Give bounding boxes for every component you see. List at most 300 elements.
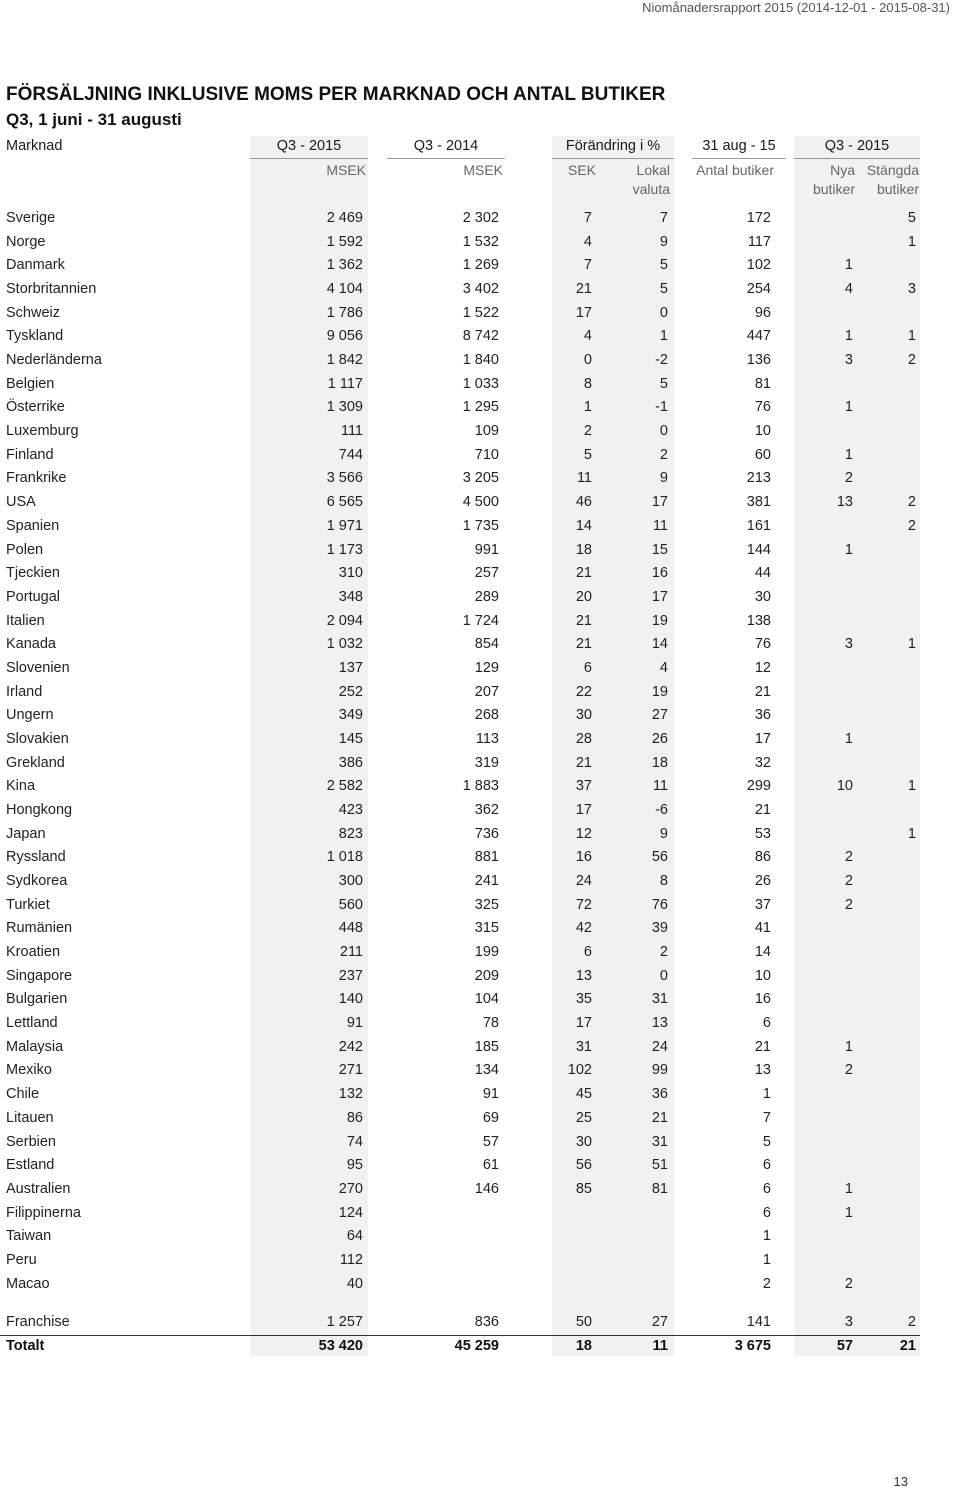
change-local-cell: 9 (659, 826, 668, 842)
change-sek-cell: 56 (575, 1157, 592, 1173)
closed-stores-cell (858, 303, 916, 323)
new-stores-cell (794, 682, 853, 702)
header-underline (250, 158, 368, 159)
store-count-cell: 1 (762, 1228, 771, 1244)
store-count-cell: 381 (746, 494, 771, 510)
store-count-cell: 299 (746, 778, 771, 794)
table-row (0, 871, 960, 891)
new-stores-cell: 1 (844, 447, 853, 463)
new-stores-cell: 1 (844, 1039, 853, 1055)
sales-q3-2015-cell: 132 (338, 1086, 363, 1102)
sales-q3-2014-cell: 185 (474, 1039, 499, 1055)
change-local-cell: 31 (651, 1134, 668, 1150)
sales-q3-2015-cell: 1 173 (326, 542, 363, 558)
header-closed-1: Stängda (866, 162, 919, 178)
market-name-cell: Finland (6, 447, 54, 463)
closed-stores-cell (858, 918, 916, 938)
closed-stores-cell (858, 1155, 916, 1175)
closed-stores-cell (858, 705, 916, 725)
change-local-cell: 1 (659, 328, 668, 344)
change-local-cell: 9 (659, 234, 668, 250)
market-name-cell: Tjeckien (6, 565, 60, 581)
sales-q3-2014-cell: 1 033 (462, 376, 499, 392)
closed-stores-cell (858, 1108, 916, 1128)
header-local-2: valuta (632, 181, 670, 197)
store-count-cell: 21 (754, 1039, 771, 1055)
new-stores-cell (794, 942, 853, 962)
closed-stores-cell (858, 563, 916, 583)
sales-q3-2015-cell: 74 (346, 1134, 363, 1150)
sales-q3-2015-cell: 124 (338, 1205, 363, 1221)
table-row (0, 563, 960, 583)
closed-stores-cell (858, 989, 916, 1009)
table-row (0, 966, 960, 986)
closed-stores-cell (858, 800, 916, 820)
closed-stores-cell (858, 1013, 916, 1033)
change-sek-cell: 30 (575, 1134, 592, 1150)
sales-q3-2015-cell: 137 (338, 660, 363, 676)
store-count-cell: 6 (762, 1015, 771, 1031)
market-name-cell: Tyskland (6, 328, 64, 344)
table-row (0, 705, 960, 725)
sales-q3-2014-cell: 78 (482, 1015, 499, 1031)
change-local-cell: 0 (659, 968, 668, 984)
market-name-cell: Sverige (6, 210, 56, 226)
sales-q3-2015-cell: 300 (338, 873, 363, 889)
header-underline (387, 158, 505, 159)
new-stores-cell (794, 1250, 853, 1270)
sales-q3-2014-cell: 1 269 (462, 257, 499, 273)
change-sek-cell: 30 (575, 707, 592, 723)
header-store-count: Antal butiker (696, 162, 774, 178)
sales-q3-2014-cell: 881 (474, 849, 499, 865)
change-sek-cell: 7 (583, 257, 592, 273)
report-header: Niomånadersrapport 2015 (2014-12-01 - 2015-08-31) (642, 0, 950, 15)
closed-stores-cell: 1 (907, 636, 916, 652)
market-name-cell: Filippinerna (6, 1205, 81, 1221)
table-row (0, 255, 960, 275)
header-closed-2: butiker (876, 181, 919, 197)
change-sek-cell: 35 (575, 991, 592, 1007)
store-count-cell: 2 (762, 1276, 771, 1292)
total-divider (0, 1335, 920, 1336)
change-local-cell: 7 (659, 210, 668, 226)
table-row (0, 326, 960, 346)
sales-q3-2015-cell: 2 469 (326, 210, 363, 226)
new-stores-cell (794, 1013, 853, 1033)
sales-q3-2014-cell: 325 (474, 897, 499, 913)
sales-q3-2014-cell: 1 724 (462, 613, 499, 629)
market-name-cell: Ryssland (6, 849, 66, 865)
new-stores-cell: 1 (844, 542, 853, 558)
new-stores-cell (794, 824, 853, 844)
table-row (0, 587, 960, 607)
closed-stores-cell (858, 966, 916, 986)
new-stores-cell: 1 (844, 1205, 853, 1221)
change-sek-cell: 18 (575, 1338, 592, 1354)
new-stores-cell (794, 918, 853, 938)
table-row (0, 540, 960, 560)
table-row (0, 895, 960, 915)
store-count-cell: 447 (746, 328, 771, 344)
change-local-cell: 31 (651, 991, 668, 1007)
table-row (0, 516, 960, 536)
header-new-2: butiker (812, 181, 855, 197)
page-title: FÖRSÄLJNING INKLUSIVE MOMS PER MARKNAD OCH ANTAL BUTIKER (6, 84, 666, 105)
closed-stores-cell (858, 1179, 916, 1199)
sales-q3-2014-cell: 109 (474, 423, 499, 439)
change-sek-cell: 20 (575, 589, 592, 605)
market-name-cell: Japan (6, 826, 46, 842)
table-row (0, 1226, 960, 1246)
table-row (0, 800, 960, 820)
market-name-cell: Lettland (6, 1015, 58, 1031)
sales-q3-2014-cell: 3 205 (462, 470, 499, 486)
new-stores-cell (794, 800, 853, 820)
table-row (0, 729, 960, 749)
table-row (0, 1084, 960, 1104)
change-sek-cell: 4 (583, 234, 592, 250)
change-local-cell: 2 (659, 944, 668, 960)
store-count-cell: 138 (746, 613, 771, 629)
change-sek-cell: 50 (575, 1314, 592, 1330)
sales-q3-2014-cell: 91 (482, 1086, 499, 1102)
sales-q3-2014-cell: 241 (474, 873, 499, 889)
store-count-cell: 141 (746, 1314, 771, 1330)
change-local-cell: 9 (659, 470, 668, 486)
table-row (0, 776, 960, 796)
table-row (0, 847, 960, 867)
market-name-cell: Franchise (6, 1314, 70, 1330)
change-local-cell (600, 1250, 668, 1270)
total-row (0, 1336, 960, 1356)
sales-q3-2014-cell: 1 840 (462, 352, 499, 368)
closed-stores-cell (858, 1084, 916, 1104)
sales-q3-2015-cell: 91 (346, 1015, 363, 1031)
sales-q3-2014-cell (387, 1250, 499, 1270)
sales-q3-2014-cell: 736 (474, 826, 499, 842)
market-name-cell: Taiwan (6, 1228, 52, 1244)
sales-q3-2015-cell: 1 257 (326, 1314, 363, 1330)
market-name-cell: Serbien (6, 1134, 56, 1150)
new-stores-cell (794, 1084, 853, 1104)
header-sek: SEK (567, 162, 596, 178)
store-count-cell: 136 (746, 352, 771, 368)
change-sek-cell: 37 (575, 778, 592, 794)
new-stores-cell: 2 (844, 470, 853, 486)
store-count-cell: 17 (754, 731, 771, 747)
sales-q3-2015-cell: 3 566 (326, 470, 363, 486)
table-row (0, 1108, 960, 1128)
closed-stores-cell: 2 (907, 1314, 916, 1330)
sales-q3-2014-cell: 129 (474, 660, 499, 676)
change-sek-cell: 1 (583, 399, 592, 415)
change-local-cell: -6 (655, 802, 668, 818)
sales-q3-2014-cell: 45 259 (454, 1338, 499, 1354)
sales-q3-2014-cell: 836 (474, 1314, 499, 1330)
new-stores-cell: 10 (836, 778, 853, 794)
change-sek-cell: 17 (575, 1015, 592, 1031)
change-local-cell: 19 (651, 684, 668, 700)
store-count-cell: 7 (762, 1110, 771, 1126)
sales-q3-2014-cell (387, 1274, 499, 1294)
closed-stores-cell (858, 847, 916, 867)
new-stores-cell (794, 232, 853, 252)
sales-q3-2015-cell: 348 (338, 589, 363, 605)
closed-stores-cell (858, 1037, 916, 1057)
change-sek-cell: 72 (575, 897, 592, 913)
new-stores-cell (794, 1155, 853, 1175)
change-sek-cell: 11 (576, 470, 592, 486)
change-local-cell: 26 (651, 731, 668, 747)
closed-stores-cell (858, 1060, 916, 1080)
sales-q3-2014-cell (387, 1226, 499, 1246)
store-count-cell: 1 (762, 1252, 771, 1268)
closed-stores-cell (858, 942, 916, 962)
change-local-cell: 76 (651, 897, 668, 913)
change-sek-cell (552, 1250, 592, 1270)
table-row (0, 1203, 960, 1223)
sales-q3-2014-cell: 61 (482, 1157, 499, 1173)
market-name-cell: Frankrike (6, 470, 67, 486)
change-local-cell: 2 (659, 447, 668, 463)
store-count-cell: 3 675 (734, 1338, 771, 1354)
table-row (0, 1179, 960, 1199)
market-name-cell: Estland (6, 1157, 55, 1173)
change-local-cell: 0 (659, 305, 668, 321)
change-local-cell: 13 (651, 1015, 668, 1031)
new-stores-cell: 1 (844, 731, 853, 747)
sales-q3-2014-cell: 209 (474, 968, 499, 984)
sales-q3-2015-cell: 1 117 (327, 376, 363, 392)
change-sek-cell: 25 (575, 1110, 592, 1126)
change-sek-cell (552, 1274, 592, 1294)
new-stores-cell (794, 374, 853, 394)
change-sek-cell: 21 (575, 281, 592, 297)
change-sek-cell: 21 (575, 613, 592, 629)
market-name-cell: Australien (6, 1181, 71, 1197)
new-stores-cell (794, 208, 853, 228)
market-name-cell: Nederländerna (6, 352, 102, 368)
change-local-cell: 0 (659, 423, 668, 439)
market-name-cell: Rumänien (6, 920, 73, 936)
sales-q3-2015-cell: 270 (338, 1181, 363, 1197)
sales-q3-2014-cell: 8 742 (462, 328, 499, 344)
change-local-cell: 18 (651, 755, 668, 771)
sales-q3-2014-cell: 57 (482, 1134, 499, 1150)
store-count-cell: 1 (762, 1086, 771, 1102)
new-stores-cell: 1 (844, 257, 853, 273)
closed-stores-cell (858, 753, 916, 773)
sales-q3-2015-cell: 349 (338, 707, 363, 723)
sales-q3-2015-cell: 4 104 (326, 281, 363, 297)
sales-q3-2015-cell: 145 (338, 731, 363, 747)
change-sek-cell: 21 (575, 565, 592, 581)
new-stores-cell: 1 (844, 328, 853, 344)
sales-q3-2014-cell: 4 500 (462, 494, 499, 510)
market-name-cell: Ungern (6, 707, 54, 723)
table-row (0, 611, 960, 631)
market-name-cell: Storbritannien (6, 281, 97, 297)
sales-q3-2015-cell: 237 (338, 968, 363, 984)
table-row (0, 1132, 960, 1152)
header-msek-2015: MSEK (326, 162, 366, 178)
new-stores-cell: 57 (836, 1338, 853, 1354)
change-local-cell: 21 (651, 1110, 668, 1126)
change-local-cell: 51 (651, 1157, 668, 1173)
store-count-cell: 60 (754, 447, 771, 463)
store-count-cell: 21 (754, 684, 771, 700)
sales-q3-2015-cell: 211 (339, 944, 363, 960)
change-sek-cell: 2 (583, 423, 592, 439)
sales-q3-2014-cell: 134 (474, 1062, 499, 1078)
change-local-cell: 99 (651, 1062, 668, 1078)
sales-q3-2015-cell: 53 420 (318, 1338, 363, 1354)
sales-q3-2014-cell: 2 302 (462, 210, 499, 226)
sales-q3-2015-cell: 1 309 (326, 399, 363, 415)
market-name-cell: Luxemburg (6, 423, 79, 439)
new-stores-cell (794, 966, 853, 986)
store-count-cell: 37 (754, 897, 771, 913)
change-local-cell: 16 (651, 565, 668, 581)
change-sek-cell: 21 (575, 636, 592, 652)
closed-stores-cell (858, 397, 916, 417)
market-name-cell: Singapore (6, 968, 73, 984)
market-name-cell: Hongkong (6, 802, 73, 818)
closed-stores-cell (858, 1250, 916, 1270)
change-local-cell: 11 (652, 518, 668, 534)
sales-q3-2014-cell: 319 (474, 755, 499, 771)
sales-q3-2014-cell: 268 (474, 707, 499, 723)
table-row (0, 634, 960, 654)
sales-q3-2015-cell: 1 842 (326, 352, 363, 368)
change-local-cell: 5 (659, 376, 668, 392)
new-stores-cell (794, 1226, 853, 1246)
store-count-cell: 26 (754, 873, 771, 889)
change-sek-cell: 17 (575, 305, 592, 321)
table-row (0, 232, 960, 252)
closed-stores-cell: 21 (899, 1338, 916, 1354)
market-name-cell: Italien (6, 613, 45, 629)
change-sek-cell: 45 (575, 1086, 592, 1102)
store-count-cell: 254 (746, 281, 771, 297)
closed-stores-cell: 2 (907, 352, 916, 368)
sales-q3-2014-cell (387, 1203, 499, 1223)
header-new-1: Nya (830, 162, 855, 178)
sales-q3-2015-cell: 6 565 (326, 494, 363, 510)
closed-stores-cell (858, 540, 916, 560)
table-row (0, 1060, 960, 1080)
new-stores-cell: 1 (844, 399, 853, 415)
sales-q3-2014-cell: 104 (474, 991, 499, 1007)
closed-stores-cell (858, 421, 916, 441)
sales-q3-2015-cell: 2 582 (326, 778, 363, 794)
store-count-cell: 36 (754, 707, 771, 723)
sales-q3-2014-cell: 362 (474, 802, 499, 818)
change-local-cell: 8 (659, 873, 668, 889)
market-name-cell: Polen (6, 542, 44, 558)
closed-stores-cell (858, 1203, 916, 1223)
store-count-cell: 6 (762, 1157, 771, 1173)
change-sek-cell: 21 (575, 755, 592, 771)
sales-q3-2014-cell: 991 (474, 542, 499, 558)
sales-q3-2014-cell: 1 522 (462, 305, 499, 321)
header-q3-2015: Q3 - 2015 (276, 138, 342, 154)
store-count-cell: 76 (754, 399, 771, 415)
market-name-cell: Peru (6, 1252, 37, 1268)
closed-stores-cell: 1 (907, 826, 916, 842)
change-sek-cell: 5 (583, 447, 592, 463)
change-sek-cell: 42 (575, 920, 592, 936)
market-name-cell: Kanada (6, 636, 56, 652)
new-stores-cell: 2 (844, 873, 853, 889)
change-local-cell: 27 (651, 707, 668, 723)
table-row (0, 279, 960, 299)
table-row (0, 918, 960, 938)
change-local-cell: -2 (655, 352, 668, 368)
sales-q3-2015-cell: 9 056 (326, 328, 363, 344)
sales-q3-2015-cell: 823 (338, 826, 363, 842)
closed-stores-cell (858, 445, 916, 465)
new-stores-cell (794, 753, 853, 773)
table-row (0, 942, 960, 962)
sales-q3-2014-cell: 854 (474, 636, 499, 652)
header-change: Förändring i % (565, 138, 661, 154)
market-name-cell: Schweiz (6, 305, 60, 321)
table-row (0, 824, 960, 844)
sales-q3-2015-cell: 2 094 (326, 613, 363, 629)
market-name-cell: Sydkorea (6, 873, 68, 889)
change-local-cell: 15 (651, 542, 668, 558)
page-number: 13 (893, 1474, 908, 1489)
header-underline (794, 158, 920, 159)
store-count-cell: 161 (746, 518, 771, 534)
market-name-cell: Chile (6, 1086, 40, 1102)
change-sek-cell: 18 (575, 542, 592, 558)
change-sek-cell: 28 (575, 731, 592, 747)
market-name-cell: Slovakien (6, 731, 69, 747)
sales-q3-2015-cell: 252 (338, 684, 363, 700)
change-sek-cell: 102 (567, 1062, 592, 1078)
closed-stores-cell: 1 (907, 778, 916, 794)
change-local-cell: 4 (659, 660, 668, 676)
table-row (0, 1250, 960, 1270)
table-row (0, 1274, 960, 1294)
market-name-cell: Spanien (6, 518, 60, 534)
sales-q3-2014-cell: 315 (474, 920, 499, 936)
sales-q3-2014-cell: 1 532 (462, 234, 499, 250)
new-stores-cell: 4 (844, 281, 853, 297)
closed-stores-cell (858, 871, 916, 891)
new-stores-cell (794, 705, 853, 725)
table-row (0, 468, 960, 488)
sales-q3-2015-cell: 111 (340, 423, 363, 439)
store-count-cell: 14 (754, 944, 771, 960)
sales-q3-2015-cell: 744 (338, 447, 363, 463)
sales-q3-2015-cell: 242 (338, 1039, 363, 1055)
market-name-cell: Norge (6, 234, 46, 250)
closed-stores-cell (858, 255, 916, 275)
header-underline (692, 158, 786, 159)
sales-q3-2015-cell: 1 362 (326, 257, 363, 273)
new-stores-cell: 2 (844, 1276, 853, 1292)
header-msek-2014: MSEK (463, 162, 503, 178)
new-stores-cell (794, 1132, 853, 1152)
sales-q3-2015-cell: 1 971 (326, 518, 363, 534)
change-local-cell: 24 (651, 1039, 668, 1055)
change-sek-cell: 12 (575, 826, 592, 842)
market-name-cell: Litauen (6, 1110, 54, 1126)
